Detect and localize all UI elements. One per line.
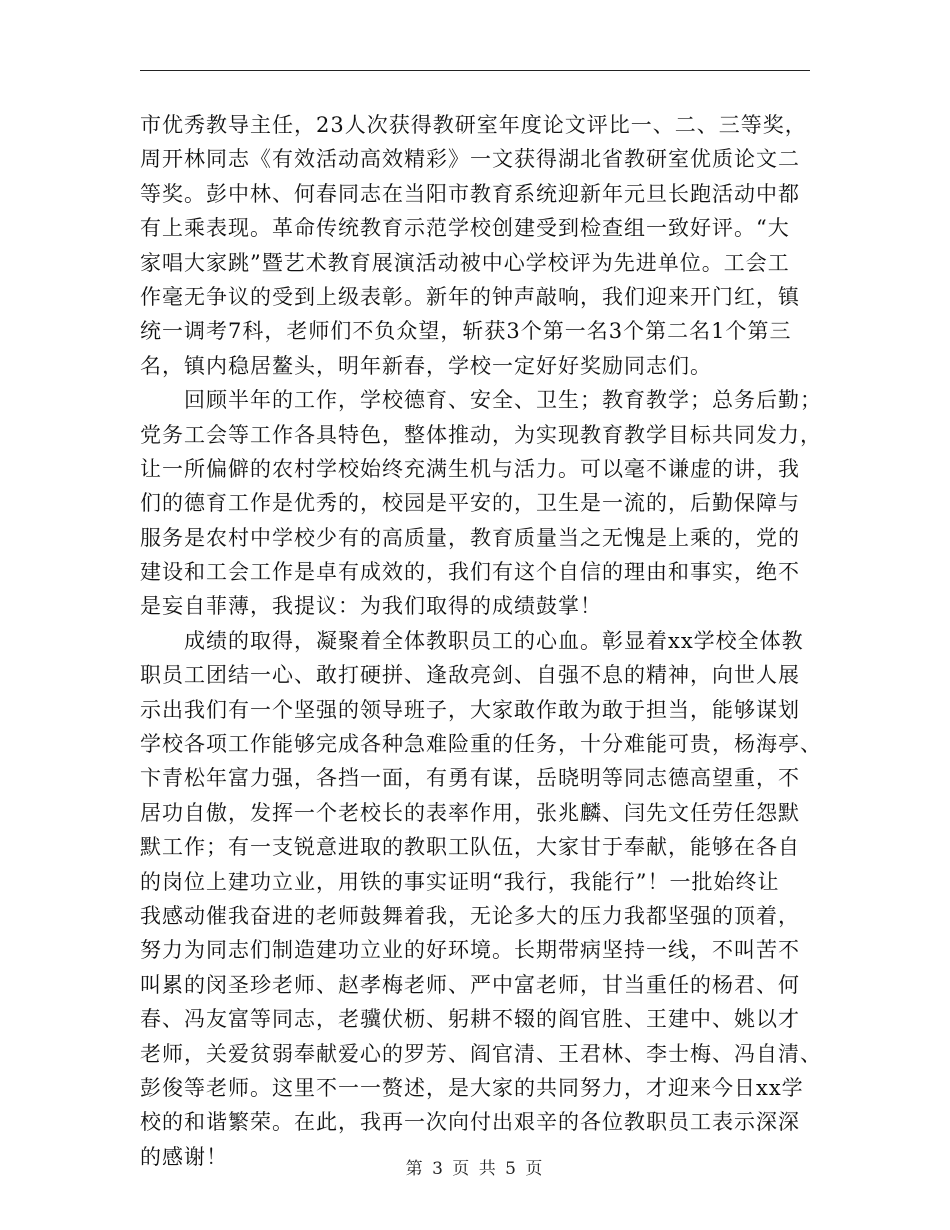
text-line: 有上乘表现。革命传统教育示范学校创建受到检查组一致好评。“大 (140, 216, 790, 241)
text-line: 老师，关爱贫弱奉献爱心的罗芳、阎官清、王君林、李士梅、冯自清、 (140, 1041, 822, 1066)
text-line: 市优秀教导主任，23人次获得教研室年度论文评比一、二、三等奖， (140, 113, 807, 137)
text-line: 作毫无争议的受到上级表彰。新年的钟声敲响，我们迎来开门红，镇 (140, 284, 800, 309)
text-line: 等奖。彭中林、何春同志在当阳市教育系统迎新年元旦长跑活动中都 (140, 181, 800, 206)
text-line: 卞青松年富力强，各挡一面，有勇有谋，岳晓明等同志德高望重，不 (140, 766, 800, 791)
text-line: 努力为同志们制造建功立业的好环境。长期带病坚持一线，不叫苦不 (140, 938, 800, 963)
text-line: 校的和谐繁荣。在此，我再一次向付出艰辛的各位教职员工表示深深 (140, 1110, 800, 1135)
text-line: 名，镇内稳居鳌头，明年新春，学校一定好好奖励同志们。 (140, 353, 712, 378)
text-line: 示出我们有一个坚强的领导班子，大家敢作敢为敢于担当，能够谋划 (140, 697, 800, 722)
text-line: 我感动催我奋进的老师鼓舞着我，无论多大的压力我都坚强的顶着， (140, 903, 800, 928)
text-line: 统一调考7科，老师们不负众望，斩获3个第一名3个第二名1个第三 (140, 319, 792, 344)
text-line: 家唱大家跳”暨艺术教育展演活动被中心学校评为先进单位。工会工 (140, 250, 790, 275)
text-line: 的感谢！ (140, 1144, 228, 1169)
text-line: 们的德育工作是优秀的，校园是平安的，卫生是一流的，后勤保障与 (140, 491, 800, 516)
text-line: 党务工会等工作各具特色，整体推动，为实现教育教学目标共同发力， (140, 422, 822, 447)
text-line: 职员工团结一心、敢打硬拼、逢敌亮剑、自强不息的精神，向世人展 (140, 663, 800, 688)
text-line: 周开林同志《有效活动高效精彩》一文获得湖北省教研室优质论文二 (140, 147, 800, 172)
text-line: 服务是农村中学校少有的高质量，教育质量当之无愧是上乘的，党的 (140, 525, 800, 550)
text-line: 默工作；有一支锐意进取的教职工队伍，大家甘于奉献，能够在各自 (140, 835, 800, 860)
body-text (140, 108, 822, 1174)
text-line: 是妄自菲薄，我提议：为我们取得的成绩鼓掌！ (140, 594, 602, 619)
text-line: 春、冯友富等同志，老骥伏枥、躬耕不辍的阎官胜、王建中、姚以才 (140, 1007, 800, 1032)
text-line: 彭俊等老师。这里不一一赘述，是大家的共同努力，才迎来今日xx学 (140, 1075, 804, 1100)
paragraph-start-line: 回顾半年的工作，学校德育、安全、卫生；教育教学；总务后勤； (184, 388, 822, 413)
page-number-footer: 第 3 页 共 5 页 (405, 1159, 545, 1179)
text-line: 居功自傲，发挥一个老校长的表率作用，张兆麟、闫先文任劳任怨默 (140, 800, 800, 825)
text-line: 的岗位上建功立业，用铁的事实证明“我行，我能行”！一批始终让 (140, 869, 780, 894)
paragraph-start-line: 成绩的取得，凝聚着全体教职员工的心血。彰显着xx学校全体教 (184, 628, 804, 653)
text-line: 学校各项工作能够完成各种急难险重的任务，十分难能可贵，杨海亭、 (140, 732, 822, 757)
text-line: 建设和工会工作是卓有成效的，我们有这个自信的理由和事实，绝不 (140, 560, 800, 585)
text-line: 叫累的闵圣珍老师、赵孝梅老师、严中富老师，甘当重任的杨君、何 (140, 972, 800, 997)
header-rule (140, 70, 810, 71)
text-line: 让一所偏僻的农村学校始终充满生机与活力。可以毫不谦虚的讲，我 (140, 456, 800, 481)
